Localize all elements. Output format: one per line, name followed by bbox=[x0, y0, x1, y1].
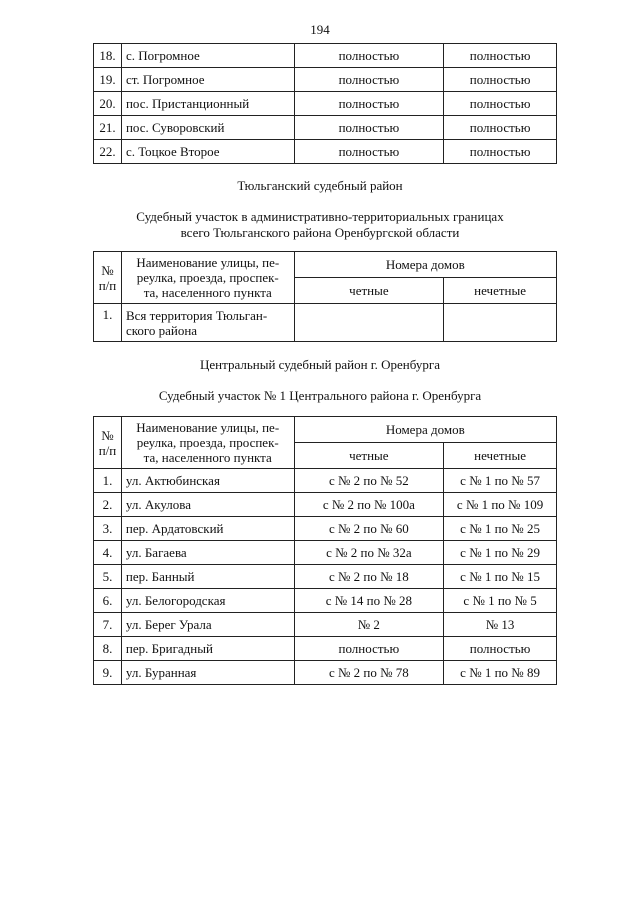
row-number: 19. bbox=[94, 68, 122, 92]
even-houses: полностью bbox=[294, 68, 444, 92]
even-houses: с № 2 по № 18 bbox=[294, 565, 444, 589]
district-title-central: Центральный судебный район г. Оренбурга bbox=[200, 357, 440, 372]
even-houses bbox=[294, 304, 444, 342]
odd-houses: № 13 bbox=[444, 613, 557, 637]
street-name: ул. Акулова bbox=[121, 493, 294, 517]
settlements-table-continued bbox=[93, 43, 557, 164]
table-row bbox=[94, 541, 557, 565]
odd-houses: полностью bbox=[444, 116, 557, 140]
header-houses: Номера домов bbox=[294, 417, 556, 443]
header-name-line: Наименование улицы, пе- bbox=[136, 420, 280, 435]
court-section-title-tyulgan bbox=[0, 209, 640, 241]
table-header bbox=[94, 252, 557, 304]
street-name: ул. Белогородская bbox=[121, 589, 294, 613]
header-houses: Номера домов bbox=[294, 252, 556, 278]
row-number: 1. bbox=[94, 469, 122, 493]
street-name: пер. Банный bbox=[121, 565, 294, 589]
even-houses: № 2 bbox=[294, 613, 444, 637]
central-streets-table bbox=[93, 416, 557, 685]
street-name: ул. Багаева bbox=[121, 541, 294, 565]
row-number: 9. bbox=[94, 661, 122, 685]
even-houses: полностью bbox=[294, 44, 444, 68]
odd-houses: с № 1 по № 29 bbox=[444, 541, 557, 565]
territory-name-line: ского района bbox=[125, 322, 198, 338]
header-odd: нечетные bbox=[444, 443, 557, 469]
odd-houses: с № 1 по № 15 bbox=[444, 565, 557, 589]
header-name-line: та, населенного пункта bbox=[143, 450, 272, 465]
row-number: 7. bbox=[94, 613, 122, 637]
odd-houses: полностью bbox=[444, 44, 557, 68]
table-row bbox=[94, 469, 557, 493]
even-houses: с № 2 по № 78 bbox=[294, 661, 444, 685]
row-number: 8. bbox=[94, 637, 122, 661]
subtitle-line: Судебный участок в административно-территориальных границах bbox=[136, 209, 504, 224]
settlement-name: ст. Погромное bbox=[121, 68, 294, 92]
territory-name-line: Вся территория Тюльган- bbox=[125, 307, 268, 323]
even-houses: с № 2 по № 60 bbox=[294, 517, 444, 541]
odd-houses: с № 1 по № 57 bbox=[444, 469, 557, 493]
settlement-name: пос. Суворовский bbox=[121, 116, 294, 140]
header-even: четные bbox=[294, 443, 444, 469]
even-houses: с № 2 по № 100а bbox=[294, 493, 444, 517]
header-num bbox=[94, 252, 122, 304]
table-row bbox=[94, 304, 557, 342]
tyulgan-table bbox=[93, 251, 557, 342]
row-number: 22. bbox=[94, 140, 122, 164]
header-num-line: п/п bbox=[98, 442, 117, 458]
table-row bbox=[94, 637, 557, 661]
district-title-tyulgan: Тюльганский судебный район bbox=[237, 178, 403, 193]
subtitle-line: всего Тюльганского района Оренбургской области bbox=[180, 225, 460, 240]
table-header bbox=[94, 417, 557, 469]
row-number: 20. bbox=[94, 92, 122, 116]
row-number: 5. bbox=[94, 565, 122, 589]
header-name-line: реулка, проезда, проспек- bbox=[136, 435, 279, 450]
street-name: ул. Актюбинская bbox=[121, 469, 294, 493]
even-houses: с № 14 по № 28 bbox=[294, 589, 444, 613]
odd-houses: с № 1 по № 109 bbox=[444, 493, 557, 517]
street-name: ул. Буранная bbox=[121, 661, 294, 685]
odd-houses: полностью bbox=[444, 140, 557, 164]
table-row bbox=[94, 140, 557, 164]
header-num bbox=[94, 417, 122, 469]
row-number: 21. bbox=[94, 116, 122, 140]
even-houses: полностью bbox=[294, 140, 444, 164]
row-number: 18. bbox=[94, 44, 122, 68]
row-number: 1. bbox=[94, 304, 122, 342]
settlements-table-body bbox=[94, 44, 557, 164]
table-row bbox=[94, 44, 557, 68]
odd-houses: с № 1 по № 5 bbox=[444, 589, 557, 613]
settlement-name: с. Тоцкое Второе bbox=[121, 140, 294, 164]
even-houses: полностью bbox=[294, 637, 444, 661]
territory-name bbox=[121, 304, 294, 342]
odd-houses: полностью bbox=[444, 92, 557, 116]
header-name-line: та, населенного пункта bbox=[143, 285, 272, 300]
odd-houses bbox=[444, 304, 557, 342]
header-name-line: реулка, проезда, проспек- bbox=[136, 270, 279, 285]
header-num-line: п/п bbox=[98, 277, 117, 293]
even-houses: полностью bbox=[294, 92, 444, 116]
header-even: четные bbox=[294, 278, 444, 304]
table-row bbox=[94, 613, 557, 637]
odd-houses: с № 1 по № 25 bbox=[444, 517, 557, 541]
header-num-line: № bbox=[101, 262, 114, 278]
header-num-line: № bbox=[101, 427, 114, 443]
even-houses: полностью bbox=[294, 116, 444, 140]
header-name-line: Наименование улицы, пе- bbox=[136, 255, 280, 270]
settlement-name: с. Погромное bbox=[121, 44, 294, 68]
row-number: 6. bbox=[94, 589, 122, 613]
header-odd: нечетные bbox=[444, 278, 557, 304]
table-row bbox=[94, 92, 557, 116]
odd-houses: полностью bbox=[444, 68, 557, 92]
table-row bbox=[94, 68, 557, 92]
table-row bbox=[94, 116, 557, 140]
odd-houses: полностью bbox=[444, 637, 557, 661]
even-houses: с № 2 по № 52 bbox=[294, 469, 444, 493]
street-name: ул. Берег Урала bbox=[121, 613, 294, 637]
page-number: 194 bbox=[310, 22, 330, 37]
table-row bbox=[94, 589, 557, 613]
row-number: 2. bbox=[94, 493, 122, 517]
odd-houses: с № 1 по № 89 bbox=[444, 661, 557, 685]
table-row bbox=[94, 565, 557, 589]
settlement-name: пос. Пристанционный bbox=[121, 92, 294, 116]
street-name: пер. Бригадный bbox=[121, 637, 294, 661]
header-name bbox=[121, 417, 294, 469]
table-row bbox=[94, 661, 557, 685]
table-row bbox=[94, 517, 557, 541]
street-name: пер. Ардатовский bbox=[121, 517, 294, 541]
header-name bbox=[121, 252, 294, 304]
row-number: 4. bbox=[94, 541, 122, 565]
even-houses: с № 2 по № 32а bbox=[294, 541, 444, 565]
row-number: 3. bbox=[94, 517, 122, 541]
table-row bbox=[94, 493, 557, 517]
court-section-title-central: Судебный участок № 1 Центрального района г. Оренбурга bbox=[158, 388, 482, 403]
